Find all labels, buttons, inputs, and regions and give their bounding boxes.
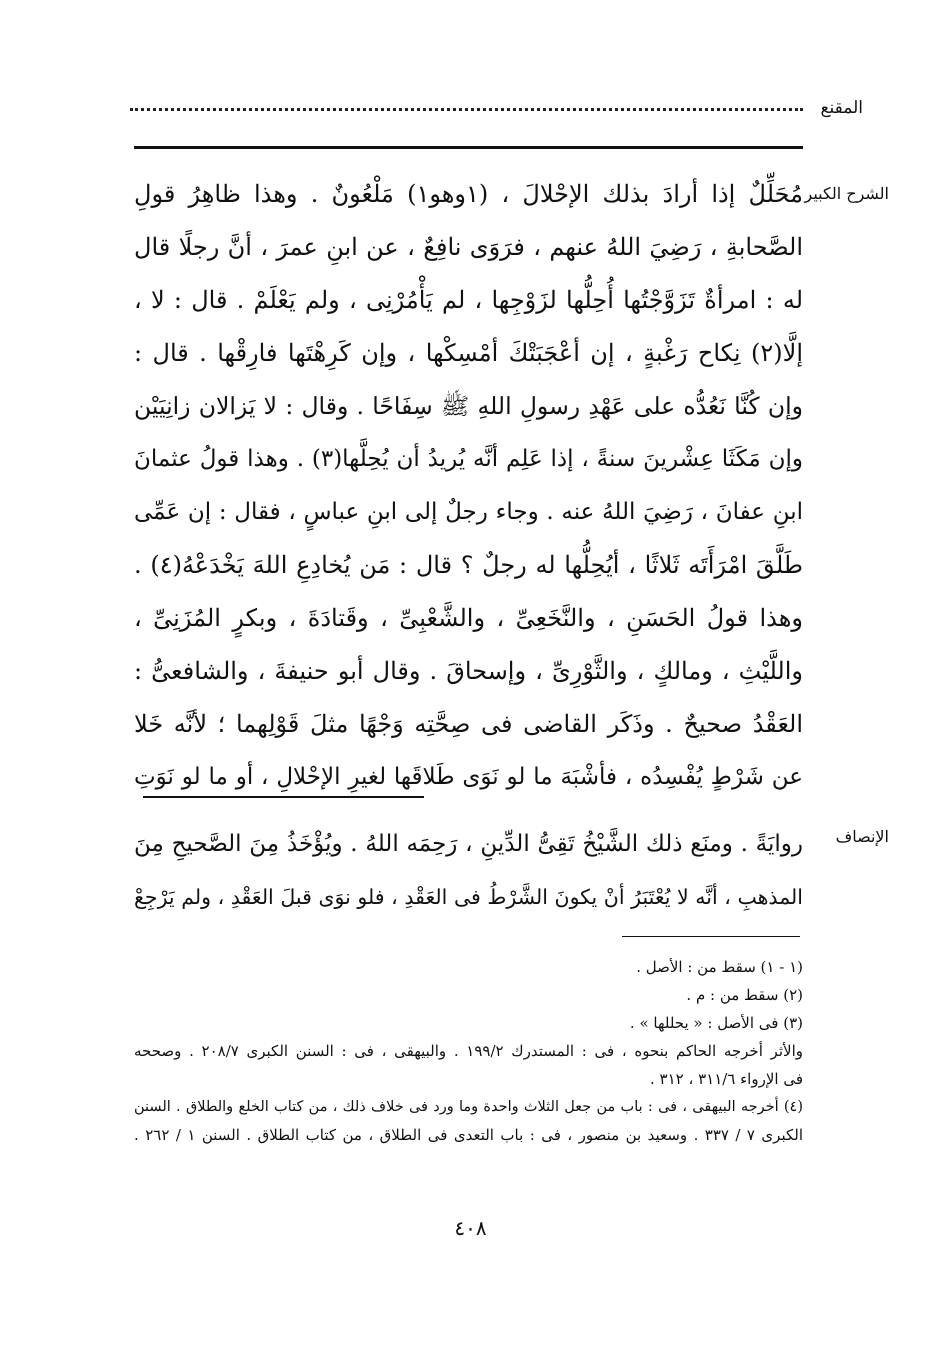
text-line: العَقْدُ صحيحٌ . وذَكَر القاضى فى صِحَّتِه وَجْهًا مثلَ قَوْلِهما ؛ لأنَّه خَلا [134, 710, 803, 738]
text-line: واللَّيْثِ ، ومالكٍ ، والثَّوْرِىِّ ، وإسحاقَ . وقال أبو حنيفةَ ، والشافعىُّ : [134, 657, 803, 685]
header-solid-rule [134, 146, 803, 149]
text-line: طَلَّقَ امْرَأَتَه ثَلاثًا ، أيُحِلُّها له رجلٌ ؟ قال : مَن يُخادِعِ اللهَ يَخْدَعْهُ(٤) . [134, 551, 803, 579]
text-line: روايَةً . ومنَع ذلك الشَّيْخُ تَقِىُّ الدِّينِ ، رَحِمَه اللهُ . ويُؤْخَذُ مِنَ الصَّحيحِ مِنَ [134, 831, 803, 857]
text-line: مُحَلِّلٌ إذا أرادَ بذلك الإحْلالَ ، (١وهو١) مَلْعُونٌ . وهذا ظاهِرُ قولِ [134, 180, 803, 208]
text-line: وإن مَكَثَا عِشْرينَ سنةً ، إذا عَلِم أنَّه يُريدُ أن يُحِلَّها(٣) . وهذا قولُ عثمانَ [134, 446, 803, 472]
footnote: والأثر أخرجه الحاكم بنحوه ، فى : المستدرك ١٩٩/٢ . والبيهقى ، فى : السنن الكبرى ٢٠٨/٧ . وصححه [134, 1042, 803, 1060]
footnote: (٢) سقط من : م . [686, 986, 803, 1004]
text-line: الصَّحابةِ ، رَضِيَ اللهُ عنهم ، فرَوَى نافِعٌ ، عن ابنِ عمرَ ، أنَّ رجلًا قال [134, 233, 803, 261]
text-line: وهذا قولُ الحَسَنِ ، والنَّخَعِىِّ ، والشَّعْبِىِّ ، وقَتادَةَ ، وبكرٍ المُزَنِىِّ ، [134, 604, 803, 632]
section-label-insaf: الإنصاف [835, 827, 889, 846]
section-divider [143, 796, 424, 798]
text-line: المذهبِ ، أنَّه لا يُعْتَبَرُ أنْ يكونَ الشَّرْطُ فى العَقْدِ ، فلو نوَى قبلَ العَقْدِ ، ولم يَرْجِعْ [134, 885, 803, 909]
footnote: الكبرى ٧ / ٣٣٧ . وسعيد بن منصور ، فى : باب التعدى فى الطلاق ، من كتاب الطلاق . السنن ١ / ٢٦٢ . [134, 1126, 803, 1144]
footnote-rule [622, 936, 800, 937]
header-dotted-rule [130, 108, 803, 111]
text-line: ابنِ عفانَ ، رَضِيَ اللهُ عنه . وجاء رجلٌ إلى ابنِ عباسٍ ، فقال : إن عَمِّى [134, 499, 803, 525]
footnote: (٣) فى الأصل : « يحللها » . [629, 1014, 803, 1032]
text-line: له : امرأةٌ تَزَوَّجْتُها أُحِلُّها لزَوْجِها ، لم يَأْمُرْنِى ، ولم يَعْلَمْ . قال : لا ، [134, 286, 803, 314]
section-label-sharh: الشرح الكبير [804, 184, 889, 203]
main-commentary-text [134, 168, 803, 804]
book-title: المقنع [820, 98, 863, 118]
insaf-text [134, 818, 803, 924]
page-number: ٤٠٨ [454, 1216, 487, 1240]
footnote: (٤) أخرجه البيهقى ، فى : باب من جعل الثلاث واحدة وما ورد فى خلاف ذلك ، من كتاب الخلع والطلاق . السنن [134, 1099, 803, 1115]
text-line: عن شَرْطٍ يُفْسِدُه ، فأشْبَهَ ما لو نَوَى طَلاقَها لغيرِ الإحْلالِ ، أو ما لو نَوَتِ [134, 764, 803, 790]
text-line: وإن كُنَّا نَعُدُّه على عَهْدِ رسولِ اللهِ ﷺ سِفَاحًا . وقال : لا يَزالان زانِيَيْن [134, 392, 803, 420]
text-line: إلَّا(٢) نِكاح رَغْبةٍ ، إن أعْجَبَتْكَ أمْسِكْها ، وإن كَرِهْتَها فارِقْها . قال : [134, 339, 803, 367]
footnote: فى الإرواء ٣١١/٦ ، ٣١٢ . [649, 1070, 803, 1088]
footnotes [134, 953, 803, 1149]
footnote: (١ - ١) سقط من : الأصل . [636, 958, 803, 976]
